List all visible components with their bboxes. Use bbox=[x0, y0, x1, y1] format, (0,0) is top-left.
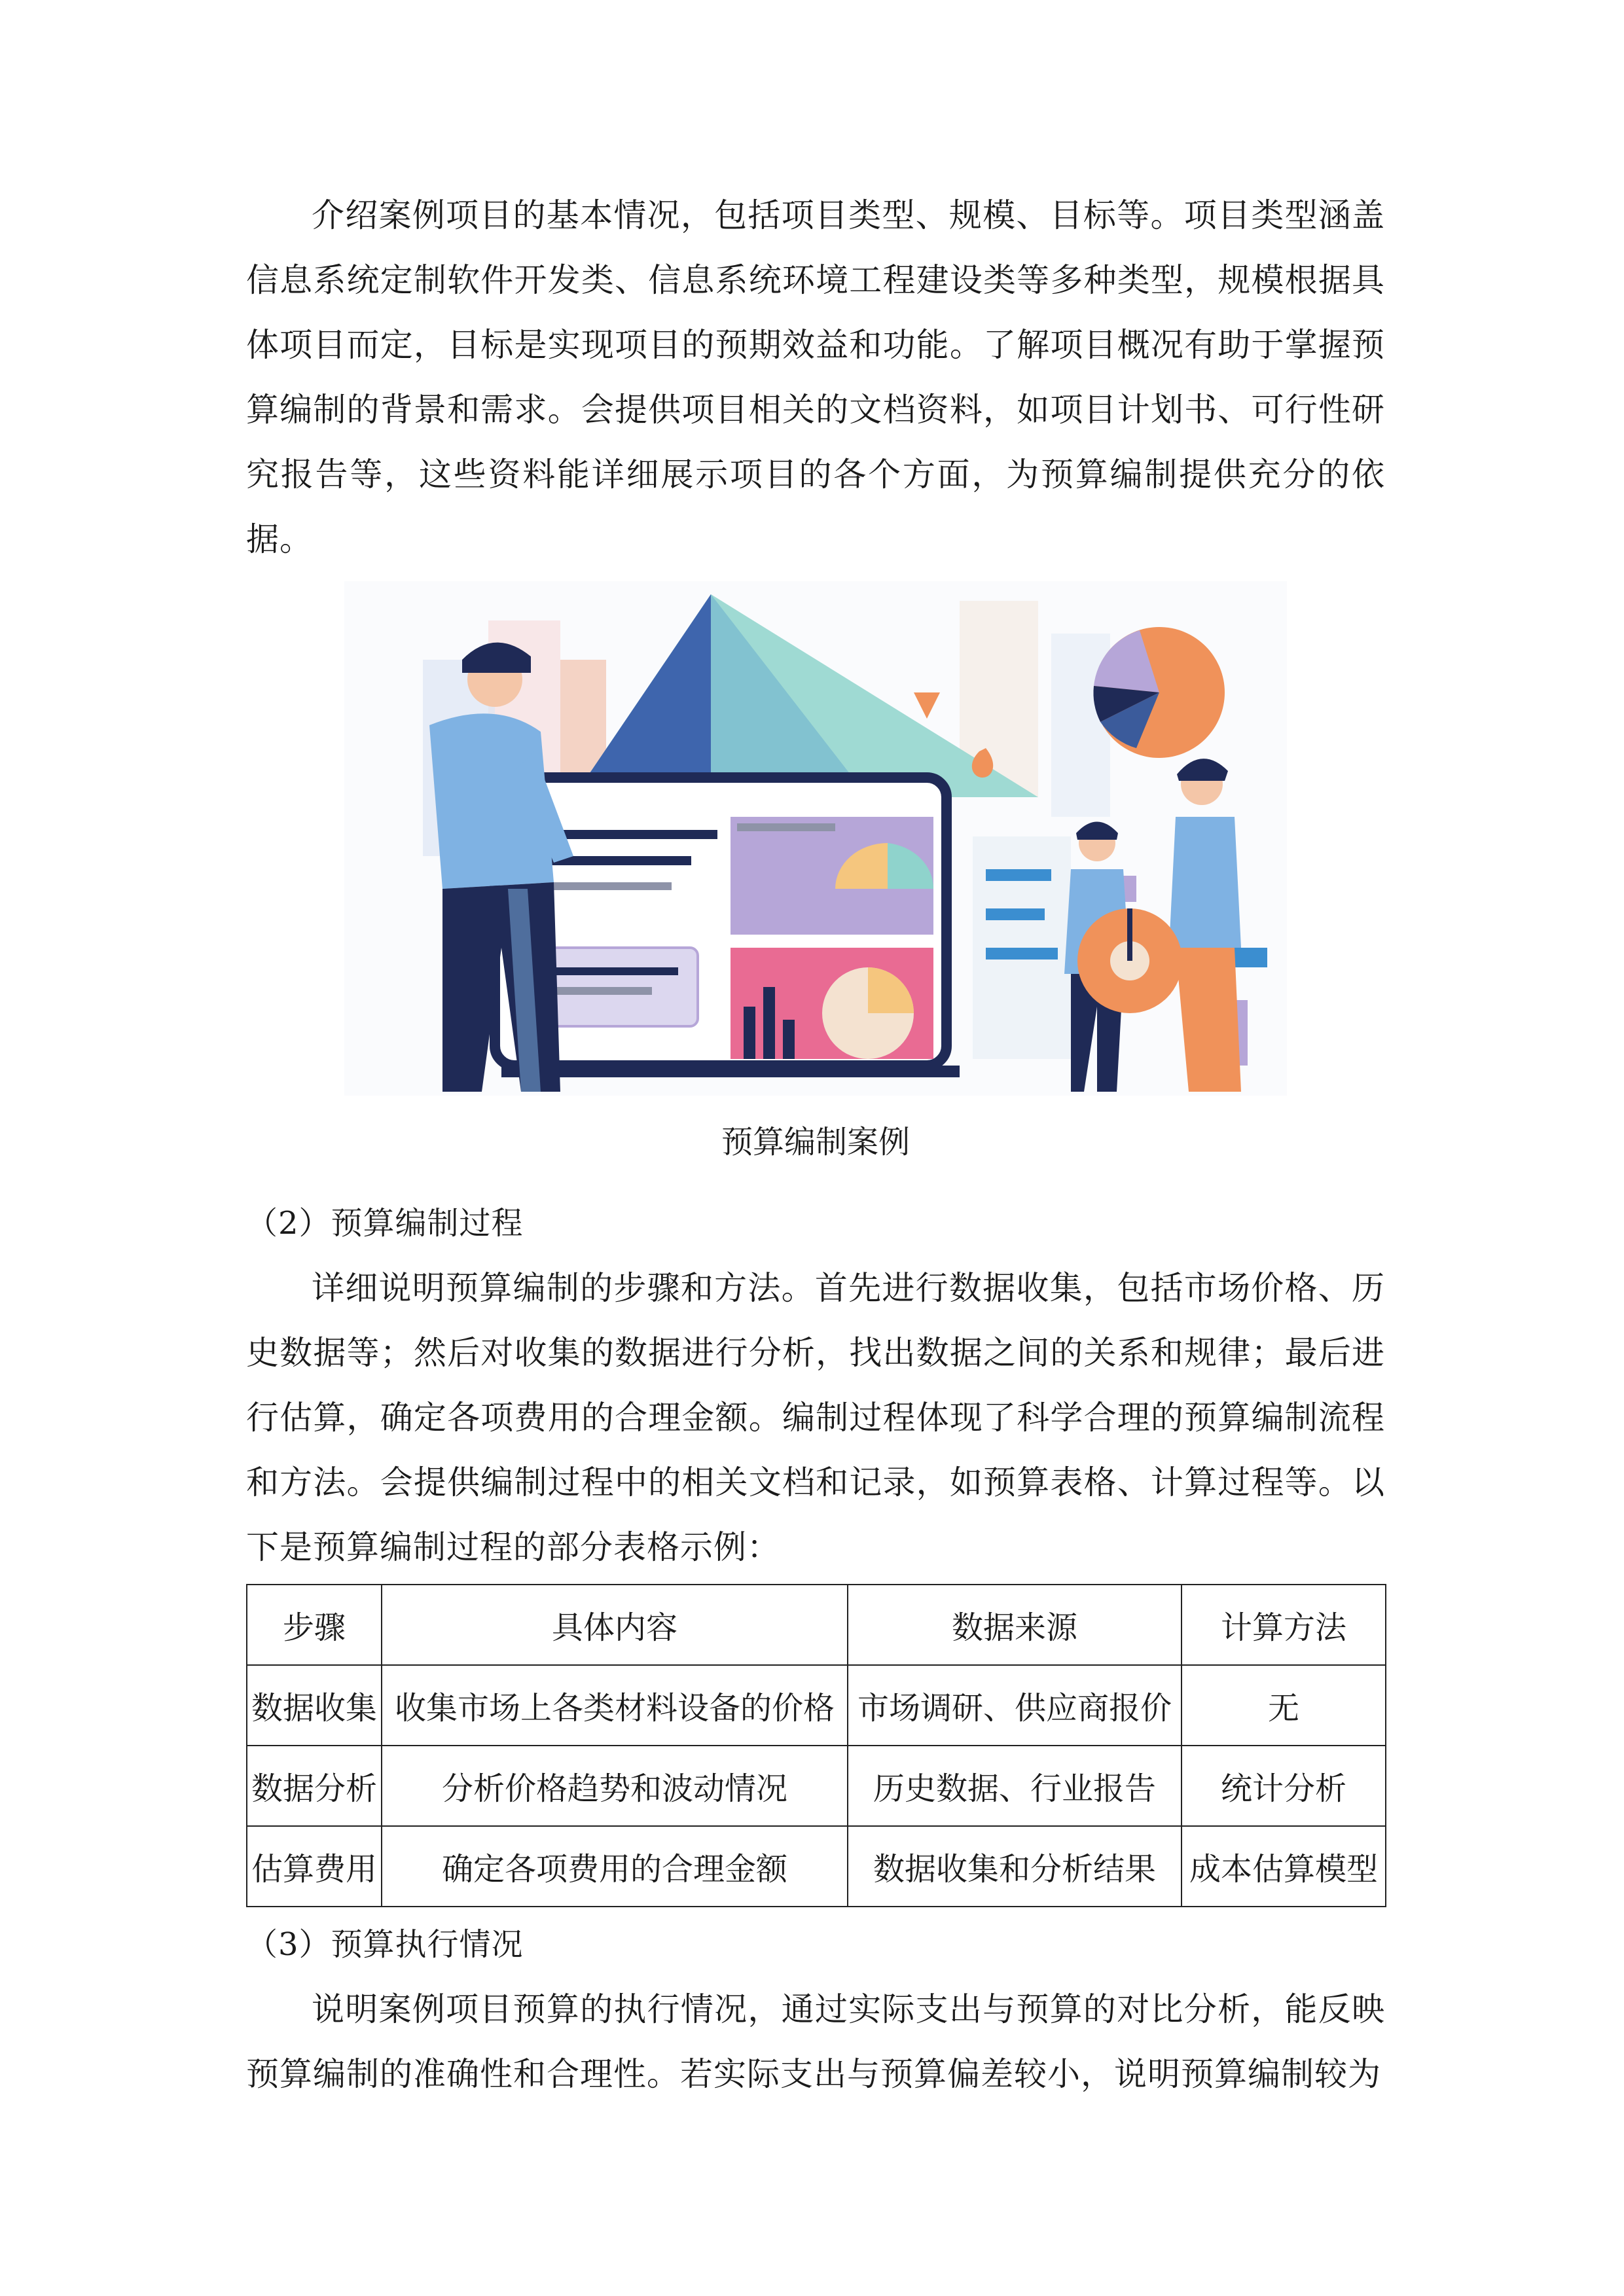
table-cell: 无 bbox=[1182, 1665, 1386, 1746]
table-cell: 统计分析 bbox=[1182, 1746, 1386, 1826]
section-2-heading: （2）预算编制过程 bbox=[246, 1205, 524, 1242]
budget-case-figure bbox=[246, 581, 1385, 1165]
table-header-cell: 计算方法 bbox=[1182, 1585, 1386, 1665]
table-row bbox=[247, 1826, 1386, 1907]
budget-steps-table bbox=[246, 1584, 1386, 1907]
budget-case-illustration bbox=[344, 581, 1287, 1096]
table-cell: 数据分析 bbox=[247, 1746, 382, 1826]
table-cell: 确定各项费用的合理金额 bbox=[382, 1826, 848, 1907]
section-3-heading: （3）预算执行情况 bbox=[246, 1926, 524, 1963]
table-cell: 数据收集和分析结果 bbox=[848, 1826, 1182, 1907]
table-header-row bbox=[247, 1585, 1386, 1665]
table-header-cell: 数据来源 bbox=[848, 1585, 1182, 1665]
section-2-paragraph: 详细说明预算编制的步骤和方法。首先进行数据收集，包括市场价格、历史数据等；然后对收集的数据进行分析，找出数据之间的关系和规律；最后进行估算，确定各项费用的合理金额。编制过程体现了科学合理的预算编制流程和方法。会提供编制过程中的相关文档和记录，如预算表格、计算过程等。以下是预算编制过程的部分表格示例： bbox=[246, 1269, 1385, 1566]
table-row bbox=[247, 1746, 1386, 1826]
figure-caption: 预算编制案例 bbox=[721, 1124, 910, 1160]
table-row bbox=[247, 1665, 1386, 1746]
table-header-cell: 步骤 bbox=[247, 1585, 382, 1665]
table-cell: 估算费用 bbox=[247, 1826, 382, 1907]
document-page bbox=[246, 183, 1385, 2107]
table-cell: 成本估算模型 bbox=[1182, 1826, 1386, 1907]
table-header-cell: 具体内容 bbox=[382, 1585, 848, 1665]
table-cell: 历史数据、行业报告 bbox=[848, 1746, 1182, 1826]
table-cell: 分析价格趋势和波动情况 bbox=[382, 1746, 848, 1826]
section-3-paragraph: 说明案例项目预算的执行情况，通过实际支出与预算的对比分析，能反映预算编制的准确性和合理性。若实际支出与预算偏差较小，说明预算编制较为 bbox=[246, 1990, 1385, 2093]
table-cell: 市场调研、供应商报价 bbox=[848, 1665, 1182, 1746]
table-cell: 数据收集 bbox=[247, 1665, 382, 1746]
table-cell: 收集市场上各类材料设备的价格 bbox=[382, 1665, 848, 1746]
intro-paragraph: 介绍案例项目的基本情况，包括项目类型、规模、目标等。项目类型涵盖信息系统定制软件开发类、信息系统环境工程建设类等多种类型，规模根据具体项目而定，目标是实现项目的预期效益和功能。了解项目概况有助于掌握预算编制的背景和需求。会提供项目相关的文档资料，如项目计划书、可行性研究报告等，这些资料能详细展示项目的各个方面，为预算编制提供充分的依据。 bbox=[246, 196, 1385, 558]
